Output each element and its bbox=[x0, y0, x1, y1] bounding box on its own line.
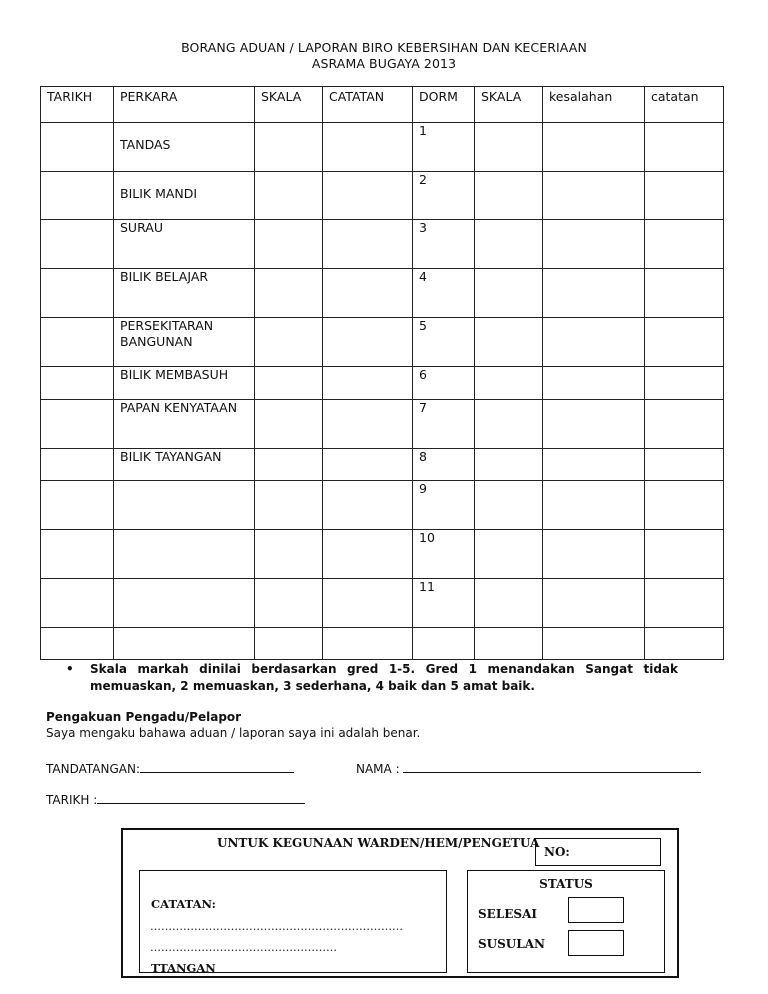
dorm-number: 8 bbox=[419, 449, 427, 464]
kesalahan-cell[interactable] bbox=[543, 123, 645, 172]
susulan-label: SUSULAN bbox=[478, 937, 545, 951]
dorm-number: 9 bbox=[419, 481, 427, 496]
name-label: NAMA : bbox=[356, 762, 400, 776]
dorm-cell bbox=[413, 318, 475, 367]
name-field[interactable] bbox=[403, 760, 701, 773]
catatan-dotted-line: …………………………………………… bbox=[150, 941, 337, 954]
catatan-dorm-cell[interactable] bbox=[645, 367, 724, 400]
perkara-cell[interactable] bbox=[114, 530, 255, 579]
date-row bbox=[46, 791, 305, 807]
skala-cell[interactable] bbox=[255, 367, 323, 400]
kesalahan-cell[interactable] bbox=[543, 628, 645, 660]
catatan-dorm-cell[interactable] bbox=[645, 123, 724, 172]
kesalahan-cell[interactable] bbox=[543, 318, 645, 367]
catatan-cell[interactable] bbox=[323, 628, 413, 660]
tarikh-cell[interactable] bbox=[41, 318, 114, 367]
catatan-cell[interactable] bbox=[323, 481, 413, 530]
tandatangan-label-cutoff: TTANGAN bbox=[151, 961, 216, 973]
perkara-label: PERSEKITARAN BANGUNAN bbox=[120, 318, 214, 349]
signature-row bbox=[46, 760, 294, 776]
catatan-dotted-line: …………………………………………………………… bbox=[150, 920, 403, 933]
skala-cell[interactable] bbox=[255, 172, 323, 220]
tarikh-cell[interactable] bbox=[41, 530, 114, 579]
table-row bbox=[41, 269, 724, 318]
tarikh-cell[interactable] bbox=[41, 220, 114, 269]
declaration-statement: Saya mengaku bahawa aduan / laporan saya ini adalah benar. bbox=[46, 726, 421, 740]
catatan-dorm-cell[interactable] bbox=[645, 400, 724, 449]
bullet-icon: • bbox=[66, 662, 74, 676]
perkara-label: BILIK MANDI bbox=[120, 186, 198, 201]
table-row bbox=[41, 172, 724, 220]
perkara-cell bbox=[114, 269, 255, 318]
kesalahan-cell[interactable] bbox=[543, 400, 645, 449]
perkara-label: SURAU bbox=[120, 220, 163, 235]
dorm-cell bbox=[413, 367, 475, 400]
catatan-dorm-cell[interactable] bbox=[645, 530, 724, 579]
catatan-cell[interactable] bbox=[323, 123, 413, 172]
table-row bbox=[41, 400, 724, 449]
catatan-cell[interactable] bbox=[323, 530, 413, 579]
dorm-number: 1 bbox=[419, 123, 427, 138]
perkara-cell[interactable] bbox=[114, 481, 255, 530]
tarikh-cell[interactable] bbox=[41, 400, 114, 449]
perkara-cell bbox=[114, 172, 255, 220]
table-row bbox=[41, 481, 724, 530]
tarikh-cell[interactable] bbox=[41, 172, 114, 220]
header-skala-2: SKALA bbox=[475, 87, 543, 123]
scale-note bbox=[46, 661, 678, 695]
date-label: TARIKH : bbox=[46, 793, 98, 807]
perkara-cell bbox=[114, 220, 255, 269]
skala-cell[interactable] bbox=[255, 481, 323, 530]
table-row bbox=[41, 123, 724, 172]
catatan-cell[interactable] bbox=[323, 269, 413, 318]
dorm-cell bbox=[413, 400, 475, 449]
header-perkara: PERKARA bbox=[114, 87, 255, 123]
perkara-label: BILIK TAYANGAN bbox=[120, 449, 222, 464]
skala-cell[interactable] bbox=[255, 318, 323, 367]
catatan-dorm-cell[interactable] bbox=[645, 269, 724, 318]
kesalahan-cell[interactable] bbox=[543, 269, 645, 318]
table-row bbox=[41, 530, 724, 579]
catatan-dorm-cell[interactable] bbox=[645, 449, 724, 481]
dorm-number: 4 bbox=[419, 269, 427, 284]
skala-cell[interactable] bbox=[255, 220, 323, 269]
header-kesalahan: kesalahan bbox=[543, 87, 645, 123]
tarikh-cell[interactable] bbox=[41, 269, 114, 318]
catatan-dorm-cell[interactable] bbox=[645, 220, 724, 269]
skala-cell[interactable] bbox=[255, 269, 323, 318]
kesalahan-cell[interactable] bbox=[543, 449, 645, 481]
header-catatan-2: catatan bbox=[645, 87, 724, 123]
form-title-line2: ASRAMA BUGAYA 2013 bbox=[311, 56, 457, 71]
catatan-cell[interactable] bbox=[323, 172, 413, 220]
skala-dorm-cell[interactable] bbox=[475, 220, 543, 269]
perkara-cell[interactable] bbox=[114, 628, 255, 660]
dorm-cell bbox=[413, 220, 475, 269]
table-row bbox=[41, 579, 724, 628]
dorm-cell bbox=[413, 530, 475, 579]
perkara-label: PAPAN KENYATAAN bbox=[120, 400, 238, 415]
skala-dorm-cell[interactable] bbox=[475, 628, 543, 660]
dorm-cell bbox=[413, 481, 475, 530]
kesalahan-cell[interactable] bbox=[543, 579, 645, 628]
kesalahan-cell[interactable] bbox=[543, 172, 645, 220]
status-box bbox=[467, 870, 665, 973]
skala-cell[interactable] bbox=[255, 400, 323, 449]
reference-number-box[interactable] bbox=[535, 838, 661, 866]
header-dorm: DORM bbox=[413, 87, 475, 123]
table-row bbox=[41, 628, 724, 660]
catatan-dorm-cell[interactable] bbox=[645, 579, 724, 628]
perkara-cell[interactable] bbox=[114, 579, 255, 628]
skala-dorm-cell[interactable] bbox=[475, 318, 543, 367]
dorm-cell bbox=[413, 269, 475, 318]
office-use-header: UNTUK KEGUNAAN WARDEN/HEM/PENGETUA bbox=[217, 836, 540, 850]
tarikh-cell[interactable] bbox=[41, 367, 114, 400]
dorm-cell bbox=[413, 449, 475, 481]
perkara-cell bbox=[114, 318, 255, 367]
skala-dorm-cell[interactable] bbox=[475, 400, 543, 449]
perkara-label: BILIK BELAJAR bbox=[120, 269, 209, 284]
catatan-dorm-cell[interactable] bbox=[645, 172, 724, 220]
catatan-cell[interactable] bbox=[323, 220, 413, 269]
dorm-cell bbox=[413, 628, 475, 660]
skala-dorm-cell[interactable] bbox=[475, 579, 543, 628]
declaration-heading: Pengakuan Pengadu/Pelapor bbox=[46, 710, 242, 724]
skala-cell[interactable] bbox=[255, 449, 323, 481]
skala-dorm-cell[interactable] bbox=[475, 530, 543, 579]
selesai-checkbox[interactable] bbox=[568, 897, 624, 923]
office-use-box bbox=[121, 828, 679, 978]
signature-field[interactable] bbox=[140, 760, 294, 773]
catatan-cell[interactable] bbox=[323, 449, 413, 481]
dorm-number: 11 bbox=[419, 579, 435, 594]
skala-dorm-cell[interactable] bbox=[475, 449, 543, 481]
dorm-number: 5 bbox=[419, 318, 427, 333]
tarikh-cell[interactable] bbox=[41, 579, 114, 628]
catatan-dorm-cell[interactable] bbox=[645, 628, 724, 660]
skala-dorm-cell[interactable] bbox=[475, 269, 543, 318]
dorm-cell bbox=[413, 579, 475, 628]
dorm-number: 2 bbox=[419, 172, 427, 187]
catatan-label: CATATAN: bbox=[151, 897, 216, 911]
signature-label: TANDATANGAN: bbox=[46, 762, 141, 776]
tarikh-cell[interactable] bbox=[41, 481, 114, 530]
kesalahan-cell[interactable] bbox=[543, 481, 645, 530]
tarikh-cell[interactable] bbox=[41, 449, 114, 481]
header-catatan: CATATAN bbox=[323, 87, 413, 123]
perkara-cell bbox=[114, 449, 255, 481]
catatan-dorm-cell[interactable] bbox=[645, 318, 724, 367]
complaint-table bbox=[40, 86, 724, 660]
dorm-cell bbox=[413, 172, 475, 220]
skala-dorm-cell[interactable] bbox=[475, 123, 543, 172]
catatan-cell[interactable] bbox=[323, 318, 413, 367]
kesalahan-cell[interactable] bbox=[543, 530, 645, 579]
kesalahan-cell[interactable] bbox=[543, 220, 645, 269]
catatan-cell[interactable] bbox=[323, 579, 413, 628]
form-title-line1: BORANG ADUAN / LAPORAN BIRO KEBERSIHAN DAN KECERIAAN bbox=[181, 40, 587, 55]
table-row bbox=[41, 367, 724, 400]
perkara-cell bbox=[114, 400, 255, 449]
selesai-label: SELESAI bbox=[478, 907, 537, 921]
susulan-checkbox[interactable] bbox=[568, 930, 624, 956]
skala-dorm-cell[interactable] bbox=[475, 367, 543, 400]
status-label: STATUS bbox=[539, 877, 593, 891]
dorm-cell bbox=[413, 123, 475, 172]
dorm-number: 7 bbox=[419, 400, 427, 415]
table-row bbox=[41, 318, 724, 367]
skala-cell[interactable] bbox=[255, 628, 323, 660]
name-row bbox=[356, 760, 701, 776]
no-label: NO: bbox=[544, 845, 570, 859]
perkara-label: TANDAS bbox=[120, 137, 171, 152]
date-field[interactable] bbox=[97, 791, 305, 804]
skala-cell[interactable] bbox=[255, 530, 323, 579]
perkara-label: BILIK MEMBASUH bbox=[120, 367, 229, 382]
scale-note-text: Skala markah dinilai berdasarkan gred 1-5. Gred 1 menandakan Sangat tidak memuaskan, 2 memuaskan, 3 sederhana, 4 baik dan 5 amat baik. bbox=[90, 662, 678, 693]
table-row bbox=[41, 220, 724, 269]
tarikh-cell[interactable] bbox=[41, 123, 114, 172]
catatan-cell[interactable] bbox=[323, 400, 413, 449]
skala-dorm-cell[interactable] bbox=[475, 172, 543, 220]
table-header-row bbox=[41, 87, 724, 123]
table-row bbox=[41, 449, 724, 481]
tarikh-cell[interactable] bbox=[41, 628, 114, 660]
catatan-dorm-cell[interactable] bbox=[645, 481, 724, 530]
dorm-number: 6 bbox=[419, 367, 427, 382]
perkara-cell bbox=[114, 367, 255, 400]
catatan-cell[interactable] bbox=[323, 367, 413, 400]
header-tarikh: TARIKH bbox=[41, 87, 114, 123]
perkara-cell bbox=[114, 123, 255, 172]
skala-dorm-cell[interactable] bbox=[475, 481, 543, 530]
catatan-box[interactable] bbox=[139, 870, 447, 973]
kesalahan-cell[interactable] bbox=[543, 367, 645, 400]
dorm-number: 10 bbox=[419, 530, 435, 545]
dorm-number: 3 bbox=[419, 220, 427, 235]
skala-cell[interactable] bbox=[255, 579, 323, 628]
header-skala: SKALA bbox=[255, 87, 323, 123]
skala-cell[interactable] bbox=[255, 123, 323, 172]
